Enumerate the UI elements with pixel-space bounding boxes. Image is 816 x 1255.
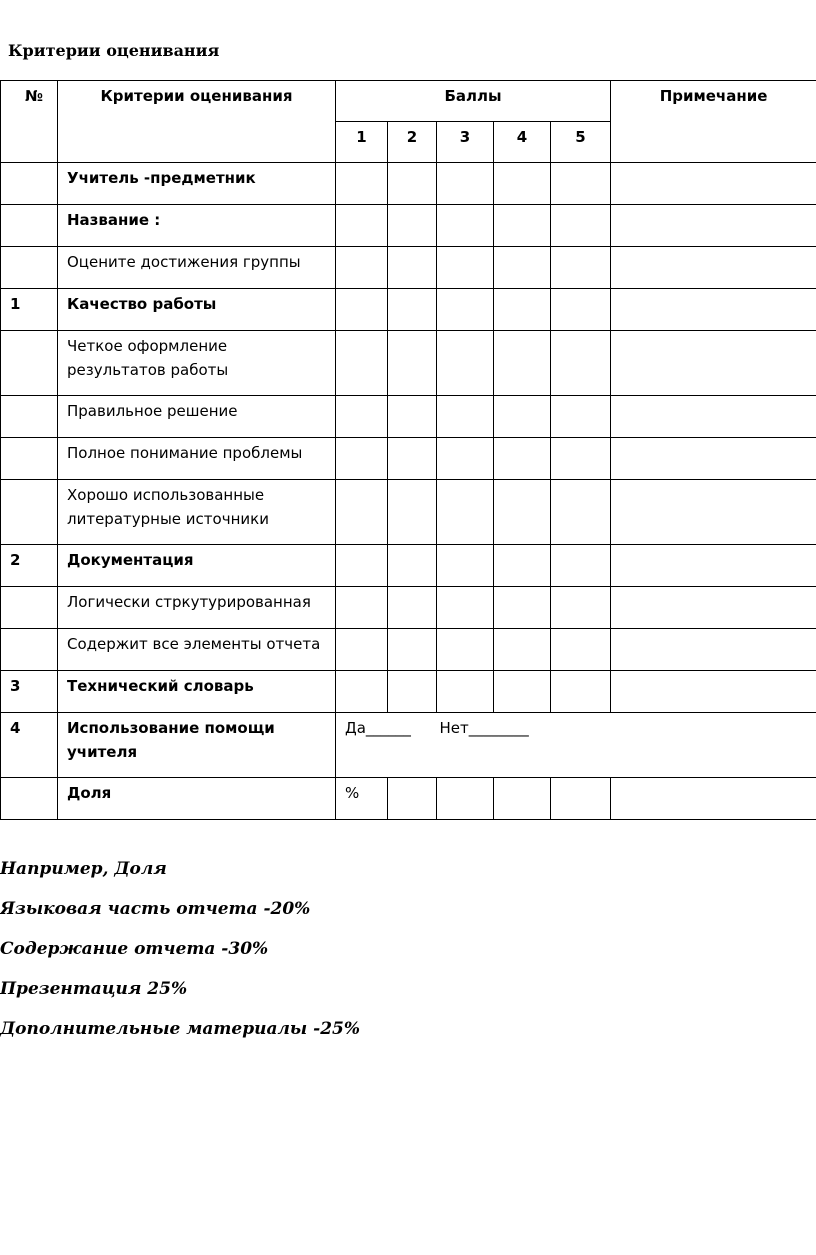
- score-cell: [551, 289, 611, 331]
- score-cell: [494, 545, 551, 587]
- note-cell: [611, 396, 816, 438]
- note-cell: [611, 205, 816, 247]
- score-cell: [551, 545, 611, 587]
- note-cell: [611, 289, 816, 331]
- score-cell: [388, 289, 437, 331]
- header-row: [1, 81, 816, 122]
- score-cell: [494, 163, 551, 205]
- score-cell: [437, 480, 494, 545]
- score-cell: [494, 396, 551, 438]
- table-row: [1, 671, 816, 713]
- row-number: [1, 778, 58, 820]
- header-note: Примечание: [611, 81, 816, 163]
- score-cell: [388, 587, 437, 629]
- table-row: [1, 205, 816, 247]
- table-row: [1, 778, 816, 820]
- document-title: Критерии оценивания: [8, 41, 220, 60]
- share-percent-cell: %: [336, 778, 388, 820]
- score-cell: [336, 289, 388, 331]
- row-number: 3: [1, 671, 58, 713]
- note-line: Например, Доля: [0, 859, 167, 879]
- score-col-5: 5: [551, 122, 611, 163]
- criterion-cell: Технический словарь: [58, 671, 336, 713]
- note-cell: [611, 480, 816, 545]
- score-cell: [388, 545, 437, 587]
- score-cell: [437, 587, 494, 629]
- score-cell: [388, 396, 437, 438]
- score-cell: [494, 331, 551, 396]
- score-cell: [388, 671, 437, 713]
- table-row: [1, 163, 816, 205]
- table-row: [1, 396, 816, 438]
- score-cell: [494, 205, 551, 247]
- score-cell: [551, 396, 611, 438]
- score-cell: [437, 289, 494, 331]
- note-line: Содержание отчета -30%: [0, 939, 269, 959]
- score-cell: [336, 438, 388, 480]
- score-cell: [551, 438, 611, 480]
- criteria-table: [0, 80, 816, 820]
- note-cell: [611, 587, 816, 629]
- criterion-cell: Содержит все элементы отчета: [58, 629, 336, 671]
- weight-notes: [0, 856, 360, 1056]
- row-number: [1, 438, 58, 480]
- row-number: [1, 331, 58, 396]
- table-row: [1, 438, 816, 480]
- note-cell: [611, 671, 816, 713]
- criterion-cell: Четкое оформление результатов работы: [58, 331, 336, 396]
- score-cell: [437, 438, 494, 480]
- score-cell: [388, 205, 437, 247]
- criterion-cell: Название :: [58, 205, 336, 247]
- row-number: [1, 480, 58, 545]
- score-cell: [551, 671, 611, 713]
- score-cell: [336, 396, 388, 438]
- table-row: [1, 587, 816, 629]
- note-cell: [611, 629, 816, 671]
- score-cell: [551, 331, 611, 396]
- score-cell: [388, 163, 437, 205]
- header-criteria: Критерии оценивания: [58, 81, 336, 163]
- score-col-3: 3: [437, 122, 494, 163]
- note-cell: [611, 438, 816, 480]
- score-cell: [437, 629, 494, 671]
- teacher-help-answer: Да______ Нет________: [336, 713, 816, 778]
- score-cell: [494, 671, 551, 713]
- table-row: [1, 247, 816, 289]
- header-scores: Баллы: [336, 81, 611, 122]
- criterion-cell: Учитель -предметник: [58, 163, 336, 205]
- note-cell: [611, 247, 816, 289]
- table-row: [1, 545, 816, 587]
- note-cell: [611, 331, 816, 396]
- score-cell: [336, 671, 388, 713]
- score-cell: [388, 247, 437, 289]
- score-cell: [336, 247, 388, 289]
- score-cell: [336, 163, 388, 205]
- row-number: [1, 247, 58, 289]
- score-cell: [388, 629, 437, 671]
- row-number: [1, 205, 58, 247]
- score-cell: [494, 438, 551, 480]
- row-number: 1: [1, 289, 58, 331]
- note-line: Языковая часть отчета -20%: [0, 899, 311, 919]
- row-number: [1, 396, 58, 438]
- score-cell: [437, 331, 494, 396]
- score-cell: [437, 205, 494, 247]
- criterion-cell: Полное понимание проблемы: [58, 438, 336, 480]
- note-cell: [611, 778, 816, 820]
- score-cell: [388, 438, 437, 480]
- score-cell: [437, 396, 494, 438]
- score-cell: [388, 480, 437, 545]
- score-cell: [551, 205, 611, 247]
- score-cell: [494, 289, 551, 331]
- score-cell: [437, 778, 494, 820]
- criterion-cell: Качество работы: [58, 289, 336, 331]
- row-number: [1, 163, 58, 205]
- score-cell: [551, 629, 611, 671]
- note-cell: [611, 163, 816, 205]
- header-number: №: [1, 81, 58, 163]
- score-cell: [336, 545, 388, 587]
- score-cell: [336, 480, 388, 545]
- criterion-cell: Использование помощи учителя: [58, 713, 336, 778]
- criterion-cell: Хорошо использованные литературные источники: [58, 480, 336, 545]
- score-cell: [551, 247, 611, 289]
- note-line: Дополнительные материалы -25%: [0, 1019, 361, 1039]
- note-cell: [611, 545, 816, 587]
- score-cell: [437, 545, 494, 587]
- table-row: [1, 331, 816, 396]
- score-cell: [494, 480, 551, 545]
- score-cell: [551, 587, 611, 629]
- score-cell: [437, 247, 494, 289]
- row-number: [1, 629, 58, 671]
- criterion-cell: Логически стркутурированная: [58, 587, 336, 629]
- score-col-4: 4: [494, 122, 551, 163]
- table-row: [1, 713, 816, 778]
- table-row: [1, 289, 816, 331]
- score-cell: [336, 331, 388, 396]
- row-number: 4: [1, 713, 58, 778]
- row-number: [1, 587, 58, 629]
- score-cell: [494, 629, 551, 671]
- score-cell: [494, 587, 551, 629]
- table-row: [1, 480, 816, 545]
- table-row: [1, 629, 816, 671]
- row-number: 2: [1, 545, 58, 587]
- score-cell: [388, 331, 437, 396]
- criterion-cell: Доля: [58, 778, 336, 820]
- score-cell: [336, 629, 388, 671]
- criterion-cell: Правильное решение: [58, 396, 336, 438]
- criterion-cell: Оцените достижения группы: [58, 247, 336, 289]
- score-col-1: 1: [336, 122, 388, 163]
- score-cell: [437, 163, 494, 205]
- score-cell: [494, 778, 551, 820]
- score-cell: [551, 163, 611, 205]
- score-cell: [551, 480, 611, 545]
- criterion-cell: Документация: [58, 545, 336, 587]
- score-col-2: 2: [388, 122, 437, 163]
- score-cell: [494, 247, 551, 289]
- score-cell: [388, 778, 437, 820]
- score-cell: [551, 778, 611, 820]
- note-line: Презентация 25%: [0, 979, 188, 999]
- score-cell: [336, 587, 388, 629]
- score-cell: [336, 205, 388, 247]
- score-cell: [437, 671, 494, 713]
